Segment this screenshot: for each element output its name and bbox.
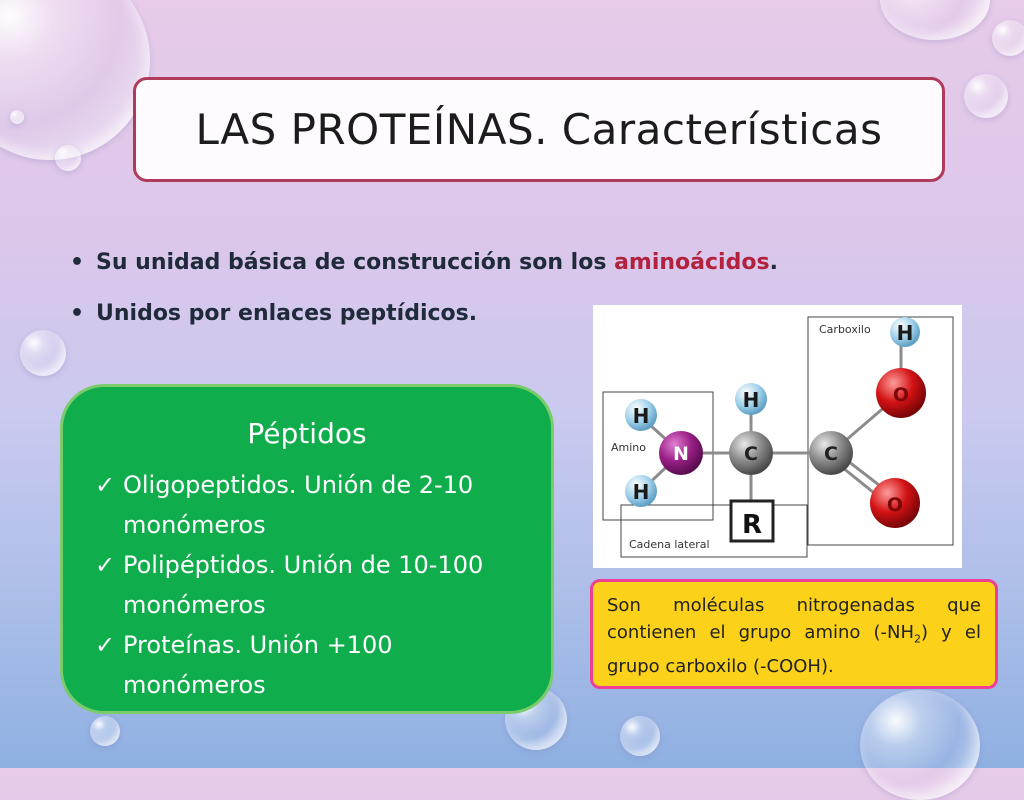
oxygen-atom xyxy=(870,478,920,528)
peptides-heading: Péptidos xyxy=(247,417,367,450)
peptides-box xyxy=(60,384,554,714)
svg-text:N: N xyxy=(673,443,689,465)
r-group-label: R xyxy=(741,510,763,540)
note-text-part1: Son moléculas nitrogenadas que contienen el grupo amino (-NH xyxy=(607,595,981,643)
bubble-decoration xyxy=(0,0,150,160)
bubble-decoration xyxy=(20,330,66,376)
list-item-text: Oligopeptidos. Unión de 2-10 monómeros xyxy=(123,471,474,539)
bullet-dot-icon: • xyxy=(70,250,85,275)
svg-text:O: O xyxy=(892,384,910,406)
hydrogen-atom xyxy=(625,399,657,431)
check-icon: ✓ xyxy=(95,471,116,499)
title-box xyxy=(133,77,945,182)
bullet-text-prefix: Su unidad básica de construcción son los xyxy=(96,250,615,275)
check-icon: ✓ xyxy=(95,631,116,659)
bullet-text: Unidos por enlaces peptídicos. xyxy=(96,301,478,326)
amino-label: Amino xyxy=(611,441,646,454)
hydrogen-atom xyxy=(890,317,920,347)
note-box xyxy=(590,579,998,689)
check-icon: ✓ xyxy=(95,551,116,579)
svg-text:H: H xyxy=(632,404,650,428)
svg-text:C: C xyxy=(824,443,838,465)
note-subscript: 2 xyxy=(914,632,922,646)
highlight-aminoacidos: aminoácidos xyxy=(614,250,770,275)
bubble-decoration xyxy=(992,20,1024,56)
bubble-decoration xyxy=(10,110,24,124)
bubble-decoration xyxy=(964,74,1008,118)
carboxyl-label: Carboxilo xyxy=(819,323,871,336)
side-chain-label: Cadena lateral xyxy=(629,538,710,551)
carbon-atom xyxy=(729,431,773,475)
bullet-text xyxy=(96,250,778,275)
amino-acid-diagram xyxy=(593,305,962,568)
bubble-decoration xyxy=(55,145,81,171)
nitrogen-atom xyxy=(659,431,703,475)
svg-text:O: O xyxy=(886,494,904,516)
svg-text:H: H xyxy=(896,321,914,345)
svg-text:H: H xyxy=(632,480,650,504)
bullet-dot-icon: • xyxy=(70,301,85,326)
bubble-decoration xyxy=(880,0,990,40)
peptides-list xyxy=(95,465,535,705)
bubble-decoration xyxy=(620,716,660,756)
list-item xyxy=(95,465,535,545)
page-title: LAS PROTEÍNAS. Características xyxy=(195,105,883,154)
list-item-text: Polipéptidos. Unión de 10-100 monómeros xyxy=(123,551,484,619)
hydrogen-atom xyxy=(625,475,657,507)
list-item xyxy=(95,625,535,705)
carbon-atom xyxy=(809,431,853,475)
svg-text:H: H xyxy=(742,388,760,412)
bubble-decoration xyxy=(860,690,980,800)
note-text-part2: ) y el grupo carboxilo (-COOH). xyxy=(607,622,981,677)
bullet-item xyxy=(70,250,830,275)
oxygen-atom xyxy=(876,368,926,418)
hydrogen-atom xyxy=(735,383,767,415)
bullet-text-suffix: . xyxy=(769,250,778,275)
svg-text:C: C xyxy=(744,443,758,465)
amino-acid-svg xyxy=(593,305,962,568)
list-item xyxy=(95,545,535,625)
bubble-decoration xyxy=(90,716,120,746)
list-item-text: Proteínas. Unión +100 monómeros xyxy=(123,631,393,699)
